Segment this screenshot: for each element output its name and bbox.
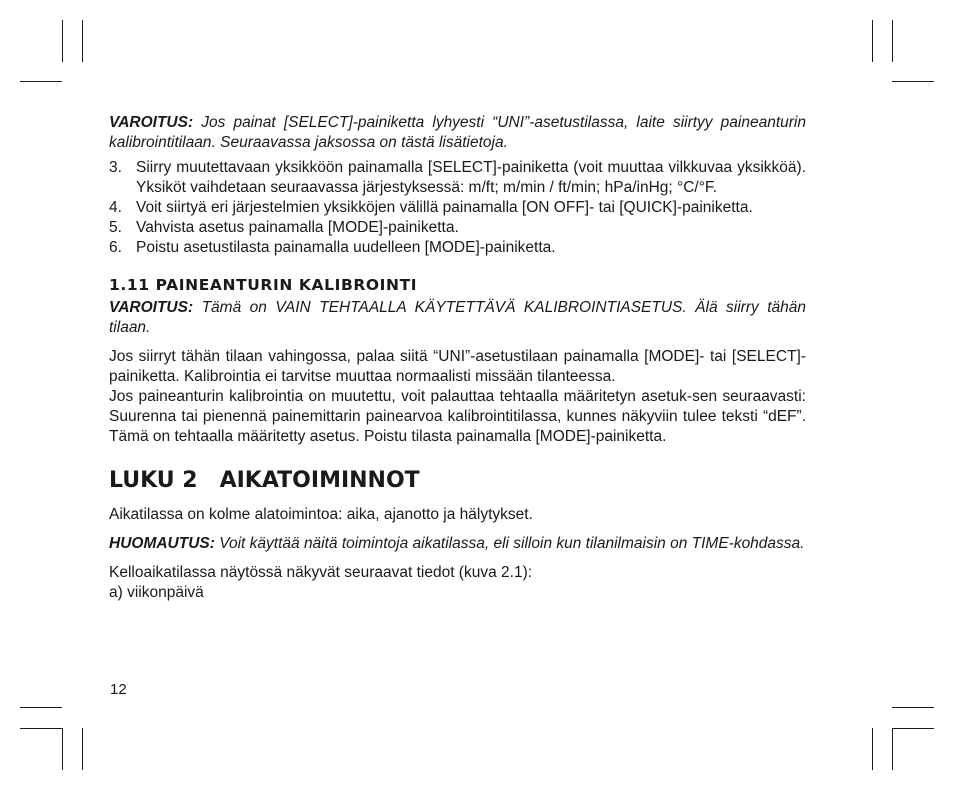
chapter-number: LUKU 2 xyxy=(109,468,198,493)
crop-mark xyxy=(872,728,873,770)
chapter-title: AIKATOIMINNOT xyxy=(219,468,420,493)
step-text: Voit siirtyä eri järjestelmien yksikköjen välillä painamalla [ON OFF]- tai [QUICK]-painiketta. xyxy=(136,199,753,216)
crop-mark xyxy=(892,728,893,770)
crop-mark xyxy=(82,20,83,62)
list-item xyxy=(109,198,806,218)
body-paragraph: Jos paineanturin kalibrointia on muutettu, voit palauttaa tehtaalla määritetyn asetuk-sen seuraavasti: Suurenna tai pienennä painemittarin painearvoa kalibrointitilassa, kunnes näkyviin tulee teksti “dEF”. Tämä on tehtaalla määritetty asetus. Poistu tilasta painamalla [MODE]-painiketta. xyxy=(109,388,806,445)
page-number: 12 xyxy=(110,681,127,698)
warning-text: Jos painat [SELECT]-painiketta lyhyesti “UNI”-asetustilassa, laite siirtyy paineanturin kalibrointitilaan. Seuraavassa jaksossa on tästä lisätietoja. xyxy=(109,114,806,151)
warning-text: Tämä on VAIN TEHTAALLA KÄYTETTÄVÄ KALIBROINTIASETUS. Älä siirry tähän tilaan. xyxy=(109,299,807,336)
step-number: 3. xyxy=(109,159,122,176)
list-item-a: a) viikonpäivä xyxy=(109,584,204,601)
chapter-heading xyxy=(109,467,806,495)
crop-mark xyxy=(892,707,934,708)
crop-mark xyxy=(892,81,934,82)
crop-mark xyxy=(20,707,62,708)
step-text: Siirry muutettavaan yksikköön painamalla [SELECT]-painiketta (voit muuttaa vilkkuvaa yksikköä). Yksiköt vaihdetaan seuraavassa järjestyksessä: m/ft; m/min / ft/min; hPa/inHg; °C/°F. xyxy=(136,159,806,196)
crop-mark xyxy=(62,20,63,62)
warning-paragraph xyxy=(109,113,806,153)
step-text: Vahvista asetus painamalla [MODE]-painiketta. xyxy=(136,219,459,236)
list-item xyxy=(109,218,806,238)
step-number: 4. xyxy=(109,199,122,216)
note-text: Voit käyttää näitä toimintoja aikatilassa, eli silloin kun tilanilmaisin on TIME-kohdassa. xyxy=(219,535,805,552)
step-text: Poistu asetustilasta painamalla uudelleen [MODE]-painiketta. xyxy=(136,239,556,256)
note-paragraph xyxy=(109,534,806,554)
crop-mark xyxy=(892,20,893,62)
crop-mark xyxy=(892,728,934,729)
step-number: 6. xyxy=(109,239,122,256)
note-label: HUOMAUTUS: xyxy=(109,535,215,552)
crop-mark xyxy=(20,728,62,729)
crop-mark xyxy=(872,20,873,62)
crop-mark xyxy=(82,728,83,770)
warning-label: VAROITUS: xyxy=(109,299,194,316)
chapter-intro: Aikatilassa on kolme alatoimintoa: aika, ajanotto ja hälytykset. xyxy=(109,506,533,523)
crop-mark xyxy=(20,81,62,82)
step-number: 5. xyxy=(109,219,122,236)
warning-label: VAROITUS: xyxy=(109,114,194,131)
list-item xyxy=(109,238,806,258)
body-paragraph: Kelloaikatilassa näytössä näkyvät seuraavat tiedot (kuva 2.1): xyxy=(109,564,533,581)
section-heading: 1.11 PAINEANTURIN KALIBROINTI xyxy=(109,276,418,294)
body-paragraph: Jos siirryt tähän tilaan vahingossa, palaa siitä “UNI”-asetustilaan painamalla [MODE]- tai [SELECT]-painiketta. Kalibrointia ei tarvitse muuttaa normaalisti missään tilanteessa. xyxy=(109,348,806,385)
crop-mark xyxy=(62,728,63,770)
section-warning xyxy=(109,298,806,338)
page-content xyxy=(109,113,806,603)
steps-list xyxy=(109,158,806,258)
list-item xyxy=(109,158,806,198)
